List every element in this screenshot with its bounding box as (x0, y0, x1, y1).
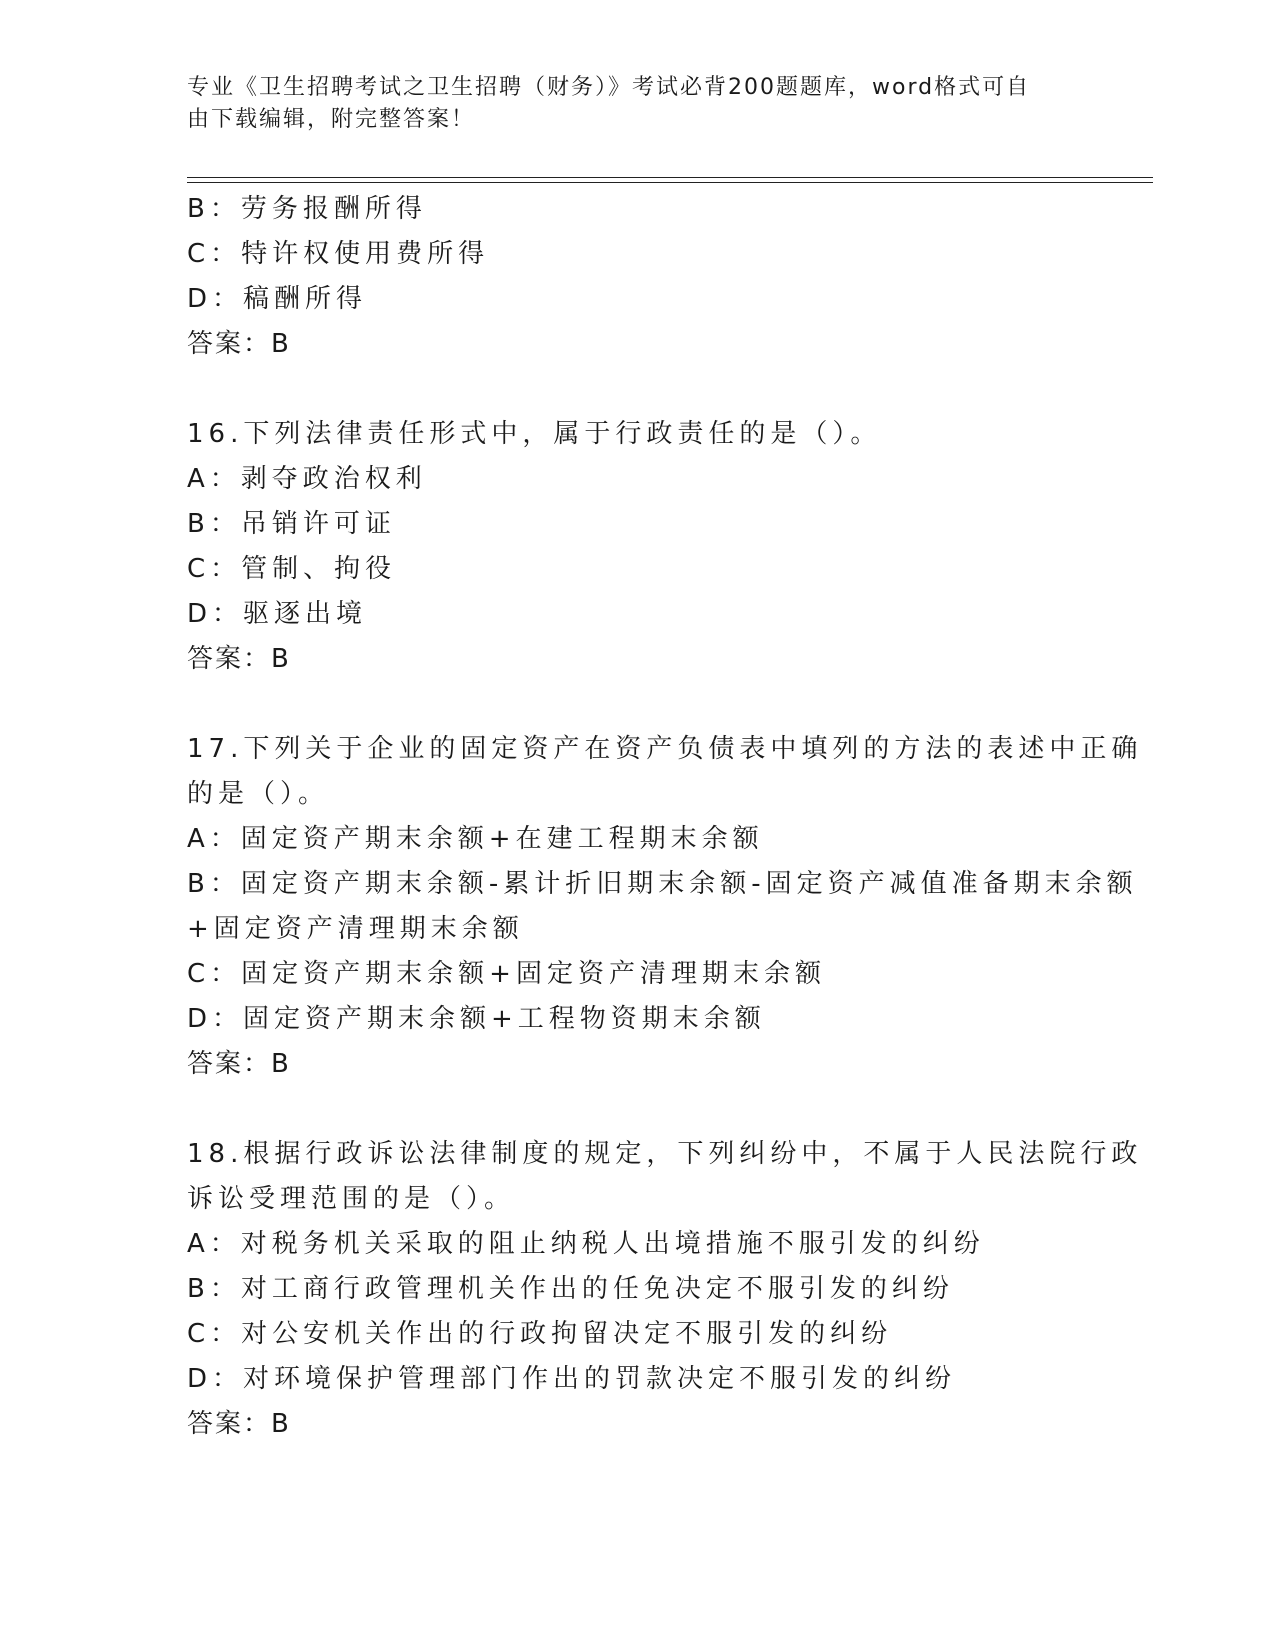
q17-option-a: A：固定资产期末余额+在建工程期末余额 (187, 824, 764, 854)
document-header (187, 72, 1067, 136)
q17-option-b-line-1: B：固定资产期末余额-累计折旧期末余额-固定资产减值准备期末余额 (187, 869, 1138, 899)
q16-option-b: B：吊销许可证 (187, 509, 396, 539)
q18-option-c: C：对公安机关作出的行政拘留决定不服引发的纠纷 (187, 1319, 893, 1349)
q18-question-line-2: 诉讼受理范围的是（）。 (187, 1184, 516, 1214)
q18-option-a: A：对税务机关采取的阻止纳税人出境措施不服引发的纠纷 (187, 1229, 985, 1259)
q17-option-b-line-2: +固定资产清理期末余额 (187, 914, 524, 944)
q15-option-b: B：劳务报酬所得 (187, 194, 427, 224)
q17-option-c: C：固定资产期末余额+固定资产清理期末余额 (187, 959, 826, 989)
q18-question-line-1: 18.根据行政诉讼法律制度的规定，下列纠纷中，不属于人民法院行政 (187, 1139, 1143, 1169)
q17-option-d: D：固定资产期末余额+工程物资期末余额 (187, 1004, 766, 1034)
q18-option-b: B：对工商行政管理机关作出的任免决定不服引发的纠纷 (187, 1274, 954, 1304)
header-line-2: 由下载编辑，附完整答案！ (187, 107, 476, 132)
q16-question: 16.下列法律责任形式中，属于行政责任的是（）。 (187, 419, 882, 449)
q16-option-c: C：管制、拘役 (187, 554, 397, 584)
header-line-1: 专业《卫生招聘考试之卫生招聘（财务）》考试必背200题题库，word格式可自 (187, 75, 1031, 100)
q18-option-d: D：对环境保护管理部门作出的罚款决定不服引发的纠纷 (187, 1364, 957, 1394)
q17-answer: 答案：B (187, 1049, 291, 1079)
q16-option-d: D：驱逐出境 (187, 599, 368, 629)
q15-option-d: D：稿酬所得 (187, 284, 368, 314)
q18-answer: 答案：B (187, 1409, 291, 1439)
q15-answer: 答案：B (187, 329, 291, 359)
q16-answer: 答案：B (187, 644, 291, 674)
q15-option-c: C：特许权使用费所得 (187, 239, 490, 269)
header-divider-bottom (187, 182, 1153, 183)
q17-question-line-1: 17.下列关于企业的固定资产在资产负债表中填列的方法的表述中正确 (187, 734, 1143, 764)
q17-question-line-2: 的是（）。 (187, 779, 330, 809)
header-divider-top (187, 177, 1153, 178)
q16-option-a: A：剥夺政治权利 (187, 464, 427, 494)
